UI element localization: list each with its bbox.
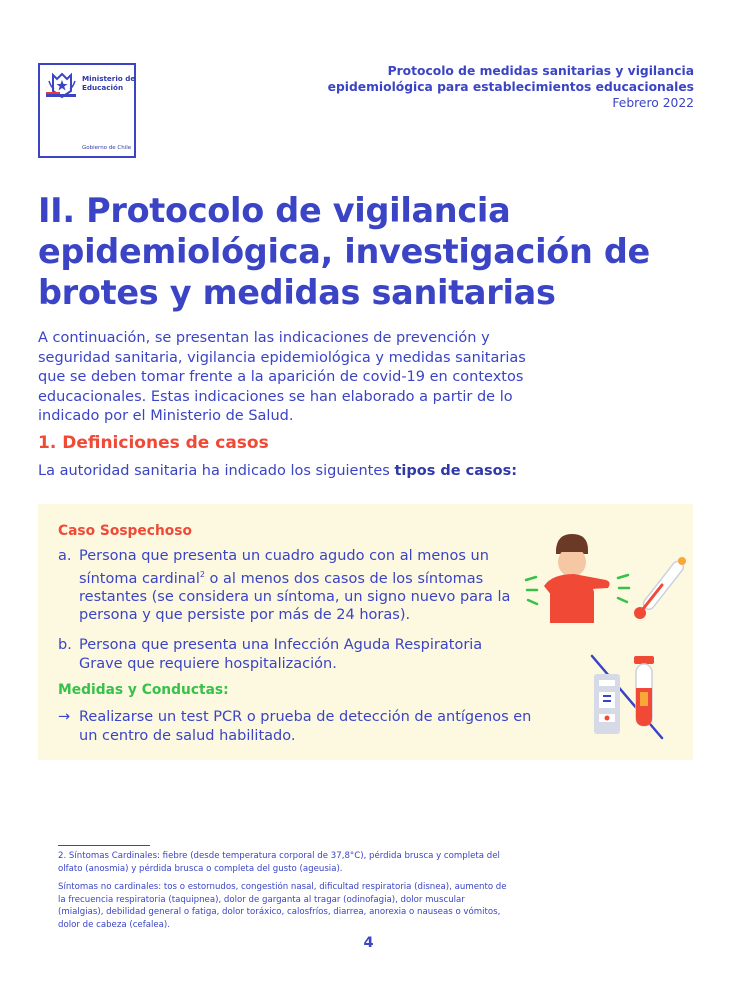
page-title: II. Protocolo de vigilancia epidemiológica, investigación de brotes y medidas sanitarias	[38, 191, 650, 312]
flag-blue-bar	[46, 94, 76, 97]
lead-text: La autoridad sanitaria ha indicado los siguientes	[38, 463, 395, 479]
case-item-text	[79, 547, 529, 625]
list-marker: a.	[58, 548, 72, 564]
ministry-name: Ministerio de Educación	[82, 74, 136, 92]
sneezing-person-icon	[522, 528, 692, 623]
case-title: Caso Sospechoso	[58, 523, 192, 539]
footnote-ref: 2	[199, 569, 205, 579]
lead-bold: tipos de casos:	[394, 463, 518, 479]
footnote-divider	[58, 845, 150, 846]
intro-paragraph: A continuación, se presentan las indicaciones de prevención y seguridad sanitaria, vigilancia epidemiológica y medidas sanitarias que se deben tomar frente a la aparición de covid-19 en contextos educacionales. Estas indicaciones se han elaborado a partir de lo indicado por el Ministerio de Salud.	[38, 330, 526, 424]
case-item-text: Persona que presenta una Infección Aguda Respiratoria Grave que requiere hospitalización.	[79, 637, 483, 672]
footnote-non-cardinal: Síntomas no cardinales: tos o estornudos, congestión nasal, dificultad respiratoria (disnea), aumento de la frecuencia respiratoria (taquipnea), dolor de garganta al tragar (odinofagia), dolor muscular (mialgias), debilidad general o fatiga, dolor toráxico, calosfríos, diarrea, anorexia o nauseas o vómitos, dolor de cabeza (cefalea).	[58, 882, 507, 930]
measures-title: Medidas y Conductas:	[58, 682, 229, 698]
page-number: 4	[363, 935, 374, 951]
section-lead	[38, 463, 517, 479]
government-name: Gobierno de Chile	[82, 145, 132, 151]
case-item-a	[58, 547, 528, 627]
thermometer-icon	[634, 557, 686, 619]
header-line-1: Protocolo de medidas sanitarias y vigilancia	[387, 64, 694, 78]
case-item-b	[58, 636, 528, 676]
measure-item-text: Realizarse un test PCR o prueba de detección de antígenos en un centro de salud habilitado.	[79, 709, 532, 744]
test-tube-icon	[582, 648, 672, 743]
case-item-text-before: Persona que presenta un cuadro agudo con al menos un síntoma cardinal	[79, 548, 489, 587]
header-date: Febrero 2022	[612, 96, 694, 110]
ministry-logo	[38, 63, 136, 158]
header-line-2: epidemiológica para establecimientos educacionales	[327, 80, 694, 94]
list-marker: b.	[58, 637, 72, 653]
case-item-text-after: o al menos dos casos de los síntomas restantes (se considera un síntoma, un signo nuevo para la persona y que persiste por más de 24 horas).	[79, 570, 511, 624]
section-heading: 1. Definiciones de casos	[38, 433, 269, 453]
document-header	[328, 63, 694, 111]
measure-item	[58, 708, 538, 748]
arrow-right-icon: →	[58, 709, 71, 725]
footnote-cardinal: 2. Síntomas Cardinales: fiebre (desde temperatura corporal de 37,8°C), pérdida brusca y completa del olfato (anosmia) y pérdida brusca o completa del gusto (ageusia).	[58, 851, 500, 874]
